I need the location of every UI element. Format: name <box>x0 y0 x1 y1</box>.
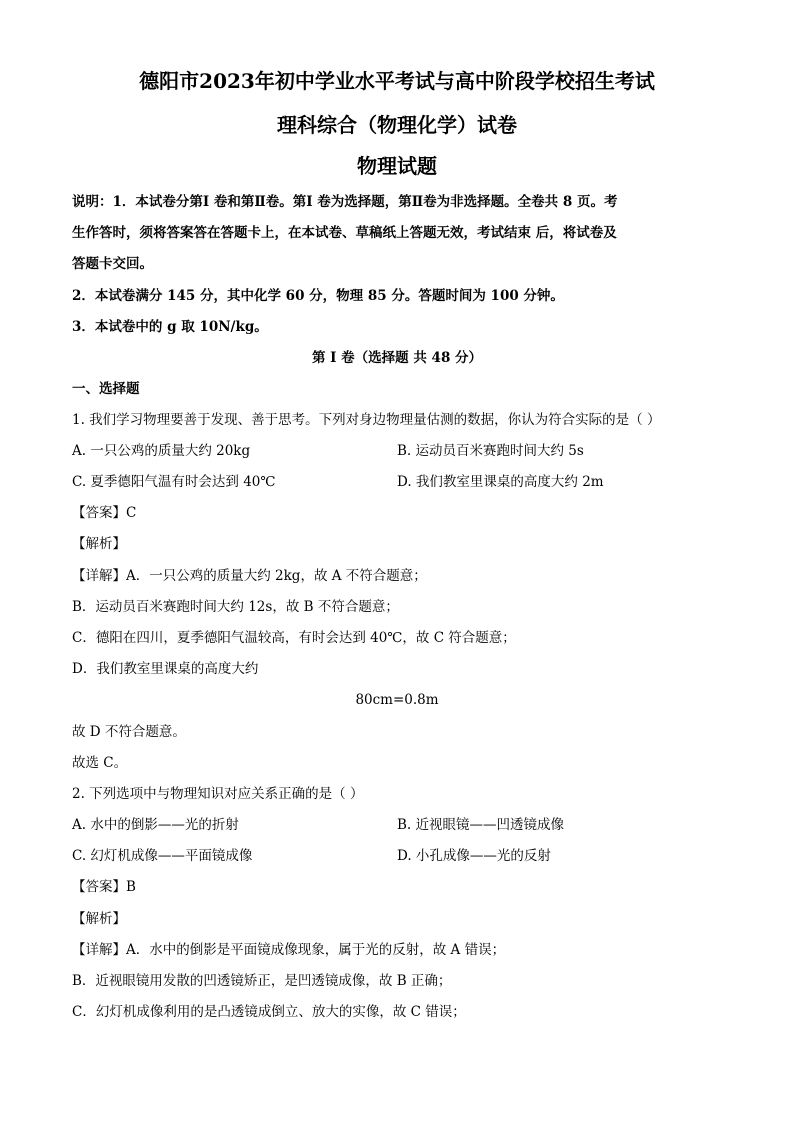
question-2-option-d: D. 小孔成像——光的反射 <box>397 848 551 864</box>
question-2-option-c: C. 幻灯机成像——平面镜成像 <box>72 848 253 864</box>
question-2-detail: 【详解】A．水中的倒影是平面镜成像现象，属于光的反射，故 A 错误； <box>72 942 506 958</box>
instruction-line: 说明：1．本试卷分第Ⅰ 卷和第Ⅱ卷。第Ⅰ 卷为选择题，第Ⅱ卷为非选择题。全卷共 8 页。考 <box>72 194 618 210</box>
instruction-line: 答题卡交回。 <box>72 256 153 272</box>
question-2-option-a: A. 水中的倒影——光的折射 <box>72 817 239 833</box>
question-1-analysis-label: 【解析】 <box>72 536 126 552</box>
question-1-stem: 1. 我们学习物理要善于发现、善于思考。下列对身边物理量估测的数据，你认为符合实际的是（ ） <box>72 412 661 428</box>
question-1-option-b: B. 运动员百米赛跑时间大约 5s <box>397 443 584 459</box>
question-2-detail: C．幻灯机成像利用的是凸透镜成倒立、放大的实像，故 C 错误； <box>72 1004 466 1020</box>
question-1-detail: C．德阳在四川，夏季德阳气温较高，有时会达到 40℃，故 C 符合题意； <box>72 630 516 646</box>
question-1-option-d: D. 我们教室里课桌的高度大约 2m <box>397 474 604 490</box>
question-2-detail: B．近视眼镜用发散的凹透镜矫正，是凹透镜成像，故 B 正确； <box>72 973 452 989</box>
exam-subtitle: 理科综合（物理化学）试卷 <box>277 113 517 137</box>
question-2-option-b: B. 近视眼镜——凹透镜成像 <box>397 817 565 833</box>
question-1-detail: D．我们教室里课桌的高度大约 <box>72 661 259 677</box>
instruction-line: 2．本试卷满分 145 分，其中化学 60 分，物理 85 分。答题时间为 100 分钟。 <box>72 288 564 304</box>
question-1-answer: 【答案】C <box>72 505 137 521</box>
question-1-detail: 【详解】A．一只公鸡的质量大约 2kg，故 A 不符合题意； <box>72 568 427 584</box>
part-title: 第 I 卷（选择题 共 48 分） <box>311 350 483 366</box>
question-1-detail: 故 D 不符合题意。 <box>72 724 186 740</box>
question-1-conclusion: 故选 C。 <box>72 755 128 771</box>
question-1-formula: 80cm=0.8m <box>355 692 439 708</box>
question-2-stem: 2. 下列选项中与物理知识对应关系正确的是（ ） <box>72 786 364 802</box>
question-2-analysis-label: 【解析】 <box>72 911 126 927</box>
question-1-detail: B．运动员百米赛跑时间大约 12s，故 B 不符合题意； <box>72 599 399 615</box>
section-heading: 一、选择题 <box>72 381 140 397</box>
question-1-option-c: C. 夏季德阳气温有时会达到 40℃ <box>72 474 276 490</box>
instruction-line: 3．本试卷中的 g 取 10N/kg。 <box>72 319 268 335</box>
instruction-line: 生作答时，须将答案答在答题卡上，在本试卷、草稿纸上答题无效，考试结束 后，将试卷及 <box>72 225 617 241</box>
question-1-option-a: A. 一只公鸡的质量大约 20kg <box>72 443 251 459</box>
question-2-answer: 【答案】B <box>72 879 136 895</box>
exam-title: 德阳市2023年初中学业水平考试与高中阶段学校招生考试 <box>139 69 655 93</box>
paper-title: 物理试题 <box>357 154 437 178</box>
